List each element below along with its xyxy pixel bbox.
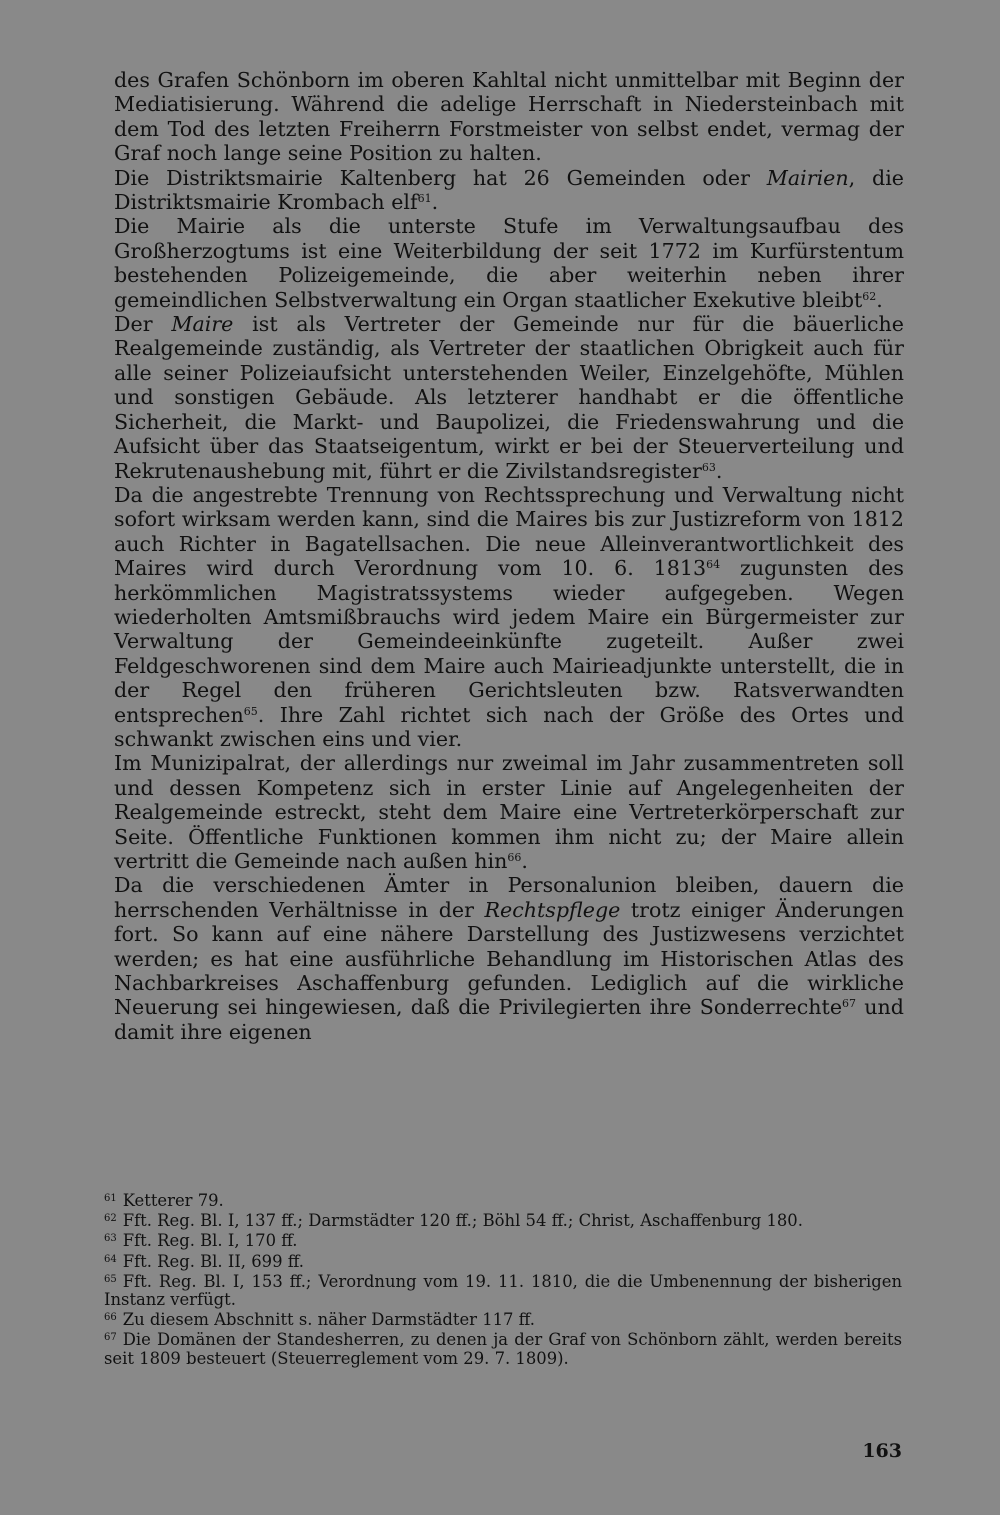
footnotes [104,1190,902,1368]
footnote-number: 61 [104,1193,117,1204]
footnote-ref: 63 [701,460,716,474]
text-run: des Grafen Schönborn im oberen Kahltal nicht unmittelbar mit Beginn der Mediatisierung. Während die adelige Herrschaft in Niedersteinbach mit dem Tod des letzten Freiherrn Forstmeister von selbst endet, vermag der Graf noch lange seine Position zu halten. [114,68,904,166]
page-number: 163 [862,1440,902,1462]
body-paragraph [114,751,904,873]
footnote-text: Fft. Reg. Bl. I, 170 ff. [122,1231,298,1251]
footnote-number: 64 [104,1253,117,1265]
footnote-text: Die Domänen der Standesherren, zu denen ja der Graf von Schönborn zählt, werden bereits seit 1809 besteuert (Steuerreglement vom 29. 7. 1809). [104,1330,902,1368]
body-paragraph [114,873,904,1044]
text-run: Da die verschiedenen Ämter in Personalunion bleiben, dauern die herrschenden Verhältnisse in der [114,873,904,922]
italic-term: Rechtspflege [484,897,621,922]
footnote-number: 63 [104,1233,117,1245]
text-run: . [715,458,723,483]
text-run: Im Munizipalrat, der allerdings nur zweimal im Jahr zusammentreten soll und dessen Kompetenz sich in erster Linie auf Angelegenheiten der Realgemeinde estreckt, steht dem Maire eine Vertreterkörperschaft zur Seite. Öffentliche Funktionen kommen ihm nicht zu; der Maire allein vertritt die Gemeinde nach außen hin [114,751,904,873]
footnote-ref: 64 [706,558,721,572]
body-paragraph [114,166,904,215]
footnote-ref: 66 [507,851,522,864]
text-run: . [521,849,528,873]
footnote-ref: 65 [243,704,258,718]
footnote-ref: 62 [862,289,877,303]
footnote [104,1329,902,1367]
text-run: Die Mairie als die unterste Stufe im Verwaltungsaufbau des Großherzogtums ist eine Weiterbildung der seit 1772 im Kurfürstentum bestehenden Polizeigemeinde, die aber weiterhin neben ihrer gemeindlichen Selbstverwaltung ein Organ staatlicher Exekutive bleibt [114,214,904,312]
italic-term: Mairien [766,165,849,190]
footnote [104,1210,902,1230]
text-run: ist als Vertreter der Gemeinde nur für die bäuerliche Realgemeinde zuständig, als Vertreter der staatlichen Obrigkeit auch für alle seiner Polizeiaufsicht unterstehenden Weiler, Einzelgehöfte, Mühlen und sonstigen Gebäude. Als letzterer handhabt er die öffentliche Sicherheit, die Markt- und Baupolizei, die Friedenswahrung und die Aufsicht über das Staatseigentum, wirkt er bei der Steuerverteilung und Rekrutenaushebung mit, führt er die Zivilstandsregister [114,312,904,483]
italic-term: Maire [171,312,234,337]
footnote [104,1251,902,1271]
footnote-number: 67 [104,1332,117,1344]
body-paragraph [114,214,904,312]
text-run: Der [114,312,172,337]
footnote [104,1190,902,1210]
text-run: zugunsten des herkömmlichen Magistratssystems wieder aufgegeben. Wegen wiederholten Amtsmißbrauchs wird jedem Maire ein Bürgermeister zur Verwaltung der Gemeindeeinkünfte zugeteilt. Außer zwei Feldgeschworenen sind dem Maire auch Mairieadjunkte unterstellt, die in der Regel den früheren Gerichtsleuten bzw. Ratsverwandten entsprechen [114,556,905,727]
footnote-text: Zu diesem Abschnitt s. näher Darmstädter 117 ff. [122,1310,535,1330]
text-run: . [431,190,439,215]
body-text [114,68,904,1044]
footnote-number: 62 [104,1213,117,1225]
footnote-ref: 67 [842,997,857,1011]
body-paragraph [114,312,904,483]
footnote [104,1309,902,1329]
footnote-number: 66 [104,1312,117,1324]
text-run: trotz einiger Änderungen fort. So kann auf eine nähere Darstellung des Justizwesens verzichtet werden; es hat eine ausführliche Behandlung im Historischen Atlas des Nachbarkreises Aschaffenburg gefunden. Lediglich auf die wirkliche Neuerung sei hingewiesen, daß die Privilegierten ihre Sonderrechte [114,897,904,1020]
footnote [104,1230,902,1250]
footnote [104,1271,902,1309]
text-run: Die Distriktsmairie Kaltenberg hat 26 Gemeinden oder [114,165,767,190]
text-run: . [876,287,883,312]
footnote-text: Fft. Reg. Bl. II, 699 ff. [122,1251,304,1271]
footnote-ref: 61 [417,192,432,206]
body-paragraph [114,68,904,166]
text-run: Da die angestrebte Trennung von Rechtssprechung und Verwaltung nicht sofort wirksam werden kann, sind die Maires bis zur Justizreform von 1812 auch Richter in Bagatellsachen. Die neue Alleinverantwortlichkeit des Maires wird durch Verordnung vom 10. 6. 1813 [114,482,904,581]
text-run: und damit ihre eigenen [114,995,904,1044]
footnote-number: 65 [104,1273,117,1285]
text-run: , die Distriktsmairie Krombach elf [114,165,904,215]
footnote-text: Fft. Reg. Bl. I, 137 ff.; Darmstädter 120 ff.; Böhl 54 ff.; Christ, Aschaffenburg 180. [122,1211,803,1231]
footnote-text: Fft. Reg. Bl. I, 153 ff.; Verordnung vom 19. 11. 1810, die die Umbenennung der bisherigen Instanz verfügt. [104,1271,902,1310]
text-run: . Ihre Zahl richtet sich nach der Größe des Ortes und schwankt zwischen eins und vier. [114,702,904,751]
footnote-text: Ketterer 79. [122,1191,224,1210]
body-paragraph [114,483,904,751]
